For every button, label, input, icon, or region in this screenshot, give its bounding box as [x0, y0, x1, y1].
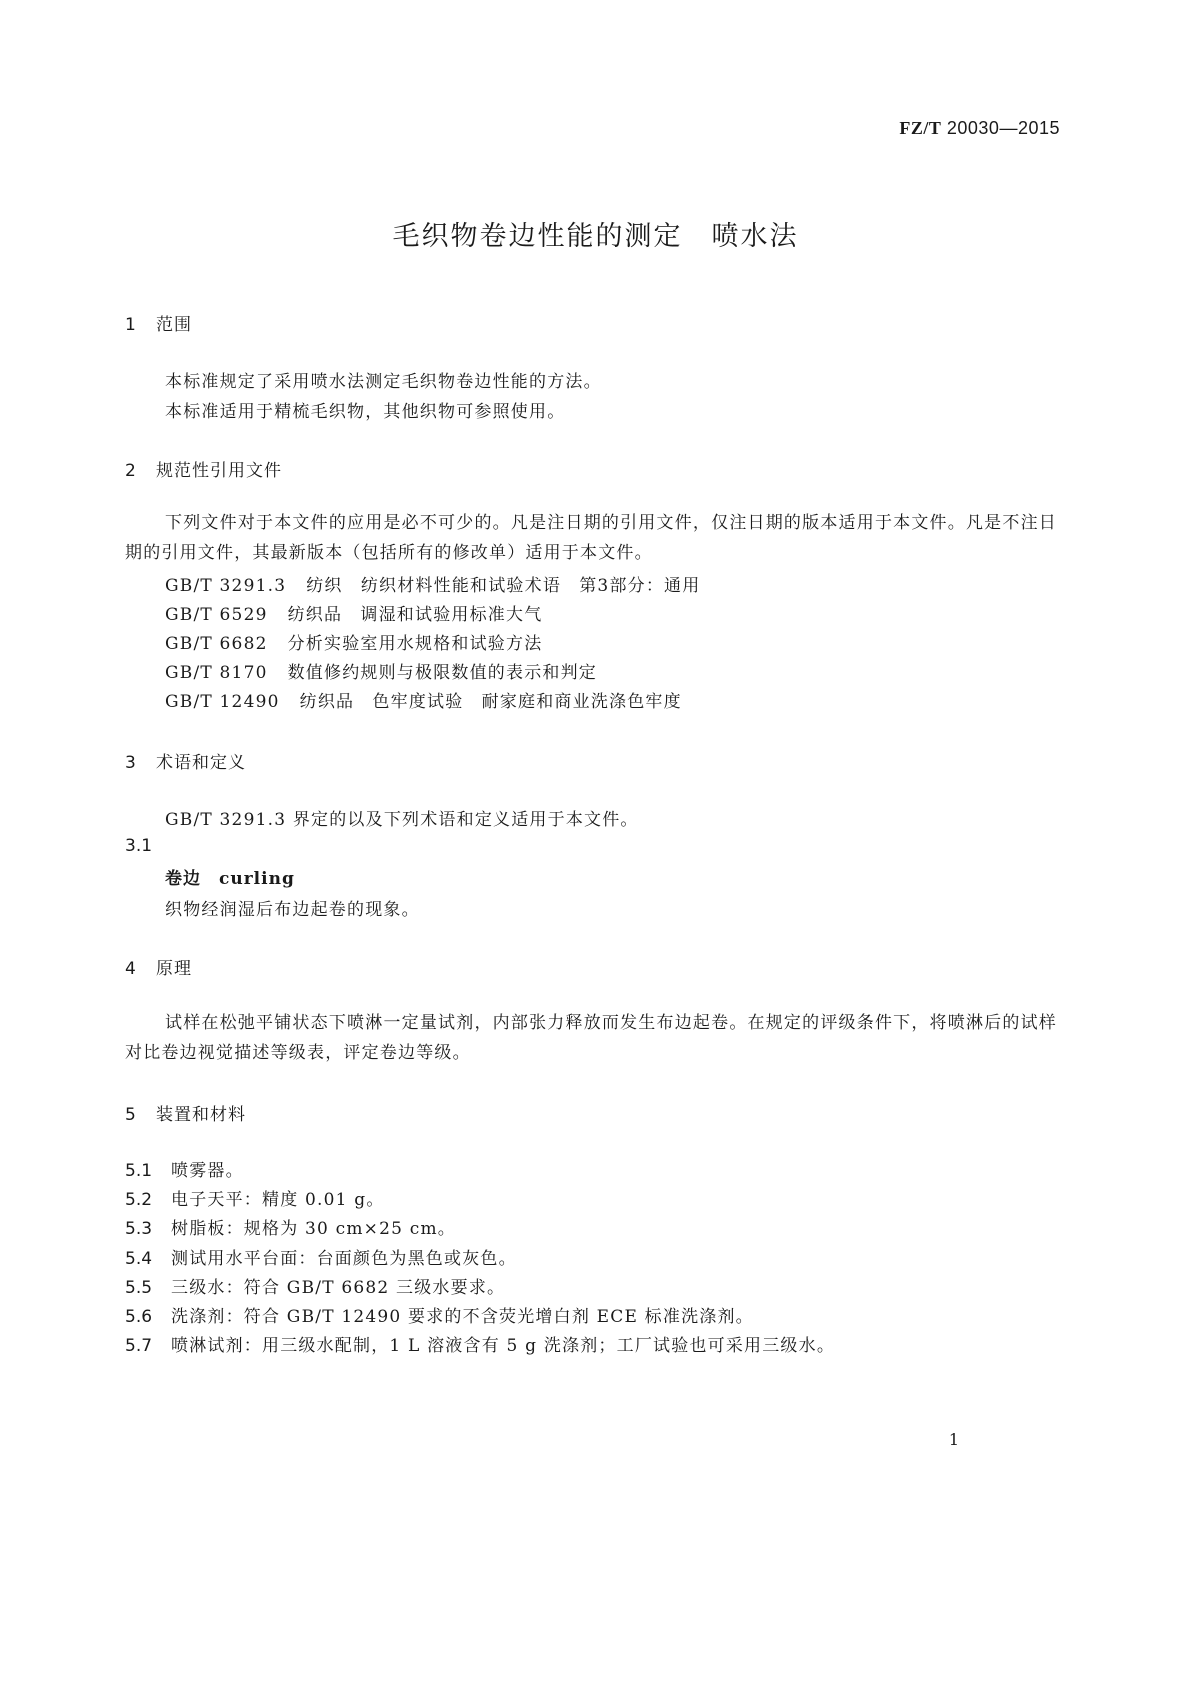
- section-title: 规范性引用文件: [156, 461, 282, 481]
- section-number: 4: [125, 959, 137, 979]
- apparatus-item: [125, 1244, 517, 1269]
- section-5-heading: [125, 1100, 246, 1125]
- section-title: 装置和材料: [156, 1105, 246, 1125]
- item-text: 电子天平：精度 0.01 g。: [171, 1190, 385, 1210]
- section-1-heading: [125, 310, 192, 335]
- item-text: 三级水：符合 GB/T 6682 三级水要求。: [171, 1278, 506, 1298]
- term-entry: [165, 864, 295, 889]
- reference-title: 纺织品 调湿和试验用标准大气: [287, 605, 543, 625]
- apparatus-item: [125, 1185, 385, 1210]
- reference-code: GB/T 12490: [165, 692, 280, 712]
- section-title: 范围: [156, 315, 192, 335]
- reference-item: [165, 629, 542, 654]
- reference-item: [165, 571, 700, 596]
- reference-code: GB/T 6529: [165, 605, 268, 625]
- section-title: 原理: [156, 959, 192, 979]
- reference-item: [165, 687, 682, 712]
- reference-title: 纺织 纺织材料性能和试验术语 第3部分：通用: [306, 576, 701, 596]
- item-number: 5.2: [125, 1190, 153, 1210]
- apparatus-item: [125, 1273, 505, 1298]
- section-4-heading: [125, 954, 192, 979]
- item-number: 5.6: [125, 1307, 153, 1327]
- section-number: 1: [125, 315, 137, 335]
- reference-item: [165, 600, 542, 625]
- item-text: 测试用水平台面：台面颜色为黑色或灰色。: [171, 1249, 517, 1269]
- item-text: 树脂板：规格为 30 cm×25 cm。: [171, 1219, 457, 1239]
- item-text: 洗涤剂：符合 GB/T 12490 要求的不含荧光增白剂 ECE 标准洗涤剂。: [171, 1307, 754, 1327]
- item-number: 5.5: [125, 1278, 153, 1298]
- apparatus-item: [125, 1331, 835, 1356]
- apparatus-item: [125, 1302, 754, 1327]
- section-number: 5: [125, 1105, 137, 1125]
- principle-paragraph: 试样在松弛平铺状态下喷淋一定量试剂，内部张力释放而发生布边起卷。在规定的评级条件下，将喷淋后的试样对比卷边视觉描述等级表，评定卷边等级。: [125, 1013, 1057, 1063]
- item-number: 5.4: [125, 1249, 153, 1269]
- reference-title: 纺织品 色牢度试验 耐家庭和商业洗涤色牢度: [299, 692, 682, 712]
- standard-prefix: FZ/T: [899, 118, 942, 138]
- section-2-heading: [125, 456, 282, 481]
- document-title: 毛织物卷边性能的测定 喷水法: [392, 221, 799, 252]
- section-number: 2: [125, 461, 137, 481]
- apparatus-item: [125, 1214, 456, 1239]
- page-number: 1: [948, 1430, 959, 1449]
- item-number: 5.1: [125, 1161, 153, 1181]
- reference-title: 数值修约规则与极限数值的表示和判定: [287, 663, 598, 683]
- section-number: 3: [125, 753, 137, 773]
- term-chinese: 卷边: [165, 869, 201, 889]
- standard-number: 20030—2015: [946, 118, 1060, 138]
- standard-code: [899, 118, 1060, 139]
- section-3-heading: [125, 748, 246, 773]
- reference-title: 分析实验室用水规格和试验方法: [287, 634, 543, 654]
- scope-paragraph-2: 本标准适用于精梳毛织物，其他织物可参照使用。: [165, 402, 566, 422]
- item-text: 喷雾器。: [171, 1161, 244, 1181]
- reference-code: GB/T 6682: [165, 634, 268, 654]
- references-intro: 下列文件对于本文件的应用是必不可少的。凡是注日期的引用文件，仅注日期的版本适用于本文件。凡是不注日期的引用文件，其最新版本（包括所有的修改单）适用于本文件。: [125, 513, 1057, 563]
- reference-code: GB/T 3291.3: [165, 576, 287, 596]
- apparatus-item: [125, 1156, 244, 1181]
- item-number: 5.3: [125, 1219, 153, 1239]
- item-text: 喷淋试剂：用三级水配制，1 L 溶液含有 5 g 洗涤剂；工厂试验也可采用三级水。: [171, 1336, 836, 1356]
- term-number: 3.1: [125, 836, 153, 856]
- reference-code: GB/T 8170: [165, 663, 268, 683]
- item-number: 5.7: [125, 1336, 153, 1356]
- section-title: 术语和定义: [156, 753, 246, 773]
- terms-intro: GB/T 3291.3 界定的以及下列术语和定义适用于本文件。: [165, 810, 639, 830]
- term-english: curling: [219, 869, 295, 889]
- term-definition: 织物经润湿后布边起卷的现象。: [165, 900, 420, 920]
- scope-paragraph-1: 本标准规定了采用喷水法测定毛织物卷边性能的方法。: [165, 372, 602, 392]
- reference-item: [165, 658, 597, 683]
